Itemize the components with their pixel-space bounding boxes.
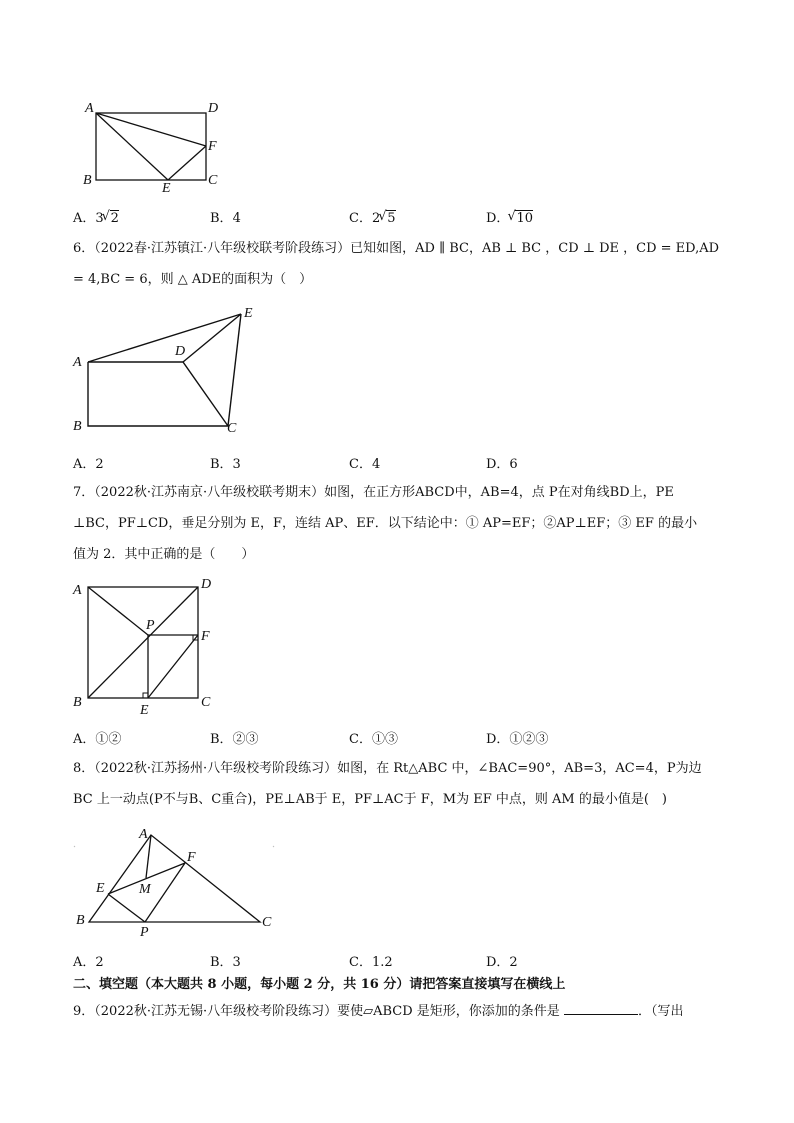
q7-option-d: D．①②③ [486,732,549,747]
q5-option-c [349,207,396,226]
q8-stem-line2: BC 上一动点(P不与B、C重合)，PE⊥AB于 E，PF⊥AC于 F，M为 EF 中点，则 AM 的最小值是( ) [73,792,667,807]
label-b: B [73,695,82,710]
q5-c-letter: C． [349,211,372,226]
label-e: E [244,306,253,321]
label-a: A [73,583,82,598]
q7-option-b: B．②③ [210,732,259,747]
segment-ef [168,146,206,180]
label-a: A [73,355,82,370]
sqrt-sign [509,211,533,226]
q5-b-value: 4 [232,211,241,226]
section-heading-fill-in: 二、填空题（本大题共 8 小题，每小题 2 分，共 16 分）请把答案直接填写在横线上 [73,977,566,992]
segment-ep [108,894,145,922]
label-c: C [201,695,211,710]
figure-q5-rectangle [80,98,220,196]
q9-stem-tail: ．（写出 [637,1004,684,1019]
quad-abcd [88,362,228,426]
figure-q8-triangle [72,822,282,940]
figure-q5-svg [80,98,220,196]
label-m: M [139,882,151,897]
q7-option-a: A．①② [73,732,122,747]
q5-d-radicand: 10 [516,211,533,226]
q7-option-c: C．①③ [349,732,398,747]
q6-option-a: A．2 [73,457,104,472]
label-p: P [146,618,155,633]
label-c: C [262,915,272,930]
q9-stem-text: 9．（2022秋·江苏无锡·八年级校考阶段练习）要使▱ABCD 是矩形，你添加的条件是 [73,1004,560,1019]
label-c: C [208,173,218,188]
q7-stem-line1: 7．（2022秋·江苏南京·八年级校联考期末）如图，在正方形ABCD中，AB=4，点 P在对角线BD上，PE [73,485,674,500]
label-b: B [76,913,85,928]
q6-option-b: B．3 [210,457,241,472]
figure-q7-square [68,574,228,719]
q7-stem-line3: 值为 2．其中正确的是（ ） [73,547,255,562]
figure-q6 [68,300,268,440]
q7-stem-line2: ⊥BC，PF⊥CD，垂足分别为 E，F，连结 AP、EF．以下结论中：① AP=EF；②AP⊥EF；③ EF 的最小 [73,516,698,531]
q5-d-letter: D． [486,211,510,226]
segment-ec [228,314,241,426]
figure-q6-svg [68,300,268,440]
sqrt-sign [380,211,395,226]
q9-stem [73,1002,683,1021]
q8-stem-line1: 8．（2022秋·江苏扬州·八年级校考阶段练习）如图，在 Rt△ABC 中，∠BAC=90°，AB=3，AC=4，P为边 [73,761,702,776]
segment-ae [96,113,168,180]
label-a: A [139,827,148,842]
q5-b-letter: B． [210,211,233,226]
q8-option-b: B．3 [210,955,241,970]
label-e: E [140,703,149,718]
segment-af [96,113,206,146]
q5-option-a [73,207,119,226]
q8-option-c: C．1.2 [349,955,393,970]
scan-mark-left [74,846,75,847]
label-p: P [140,925,149,940]
figure-q8-svg [72,822,282,940]
label-e: E [162,181,171,196]
q5-option-b [210,207,241,226]
q5-a-coef: 3 [95,211,104,226]
diagonal-bd [88,587,198,698]
q6-option-c: C．4 [349,457,381,472]
label-f: F [201,629,210,644]
segment-ae [88,314,241,362]
label-e: E [96,881,105,896]
q8-option-a: A．2 [73,955,104,970]
label-c: C [227,421,237,436]
label-a: A [85,101,94,116]
q5-a-radicand: 2 [110,211,119,226]
q6-stem-line1: 6．（2022春·江苏镇江·八年级校联考阶段练习）已知如图，AD ∥ BC，AB ⊥ BC ，CD ⊥ DE ，CD = ED,AD [73,241,720,256]
q5-option-d [486,207,533,226]
q8-option-d: D．2 [486,955,518,970]
right-angle-mark-e [143,693,148,698]
label-b: B [83,173,92,188]
q9-answer-blank[interactable] [564,1002,638,1015]
label-f: F [208,139,217,154]
rect-abcd [96,113,206,180]
label-d: D [175,344,186,359]
q6-stem-line2: = 4,BC = 6，则 △ ADE的面积为（ ） [73,272,313,287]
segment-fp [145,863,185,922]
sqrt-sign [104,211,119,226]
segment-de [183,314,241,362]
segment-ap [88,587,148,635]
q6-option-d: D．6 [486,457,518,472]
label-b: B [73,419,82,434]
q5-c-radicand: 5 [387,211,396,226]
label-d: D [208,101,219,116]
label-f: F [187,850,196,865]
segment-ef [148,635,198,698]
scan-mark-right [273,846,274,847]
q5-a-letter: A． [73,211,96,226]
label-d: D [201,577,212,592]
q5-c-coef: 2 [371,211,381,226]
figure-q7-svg [68,574,228,719]
